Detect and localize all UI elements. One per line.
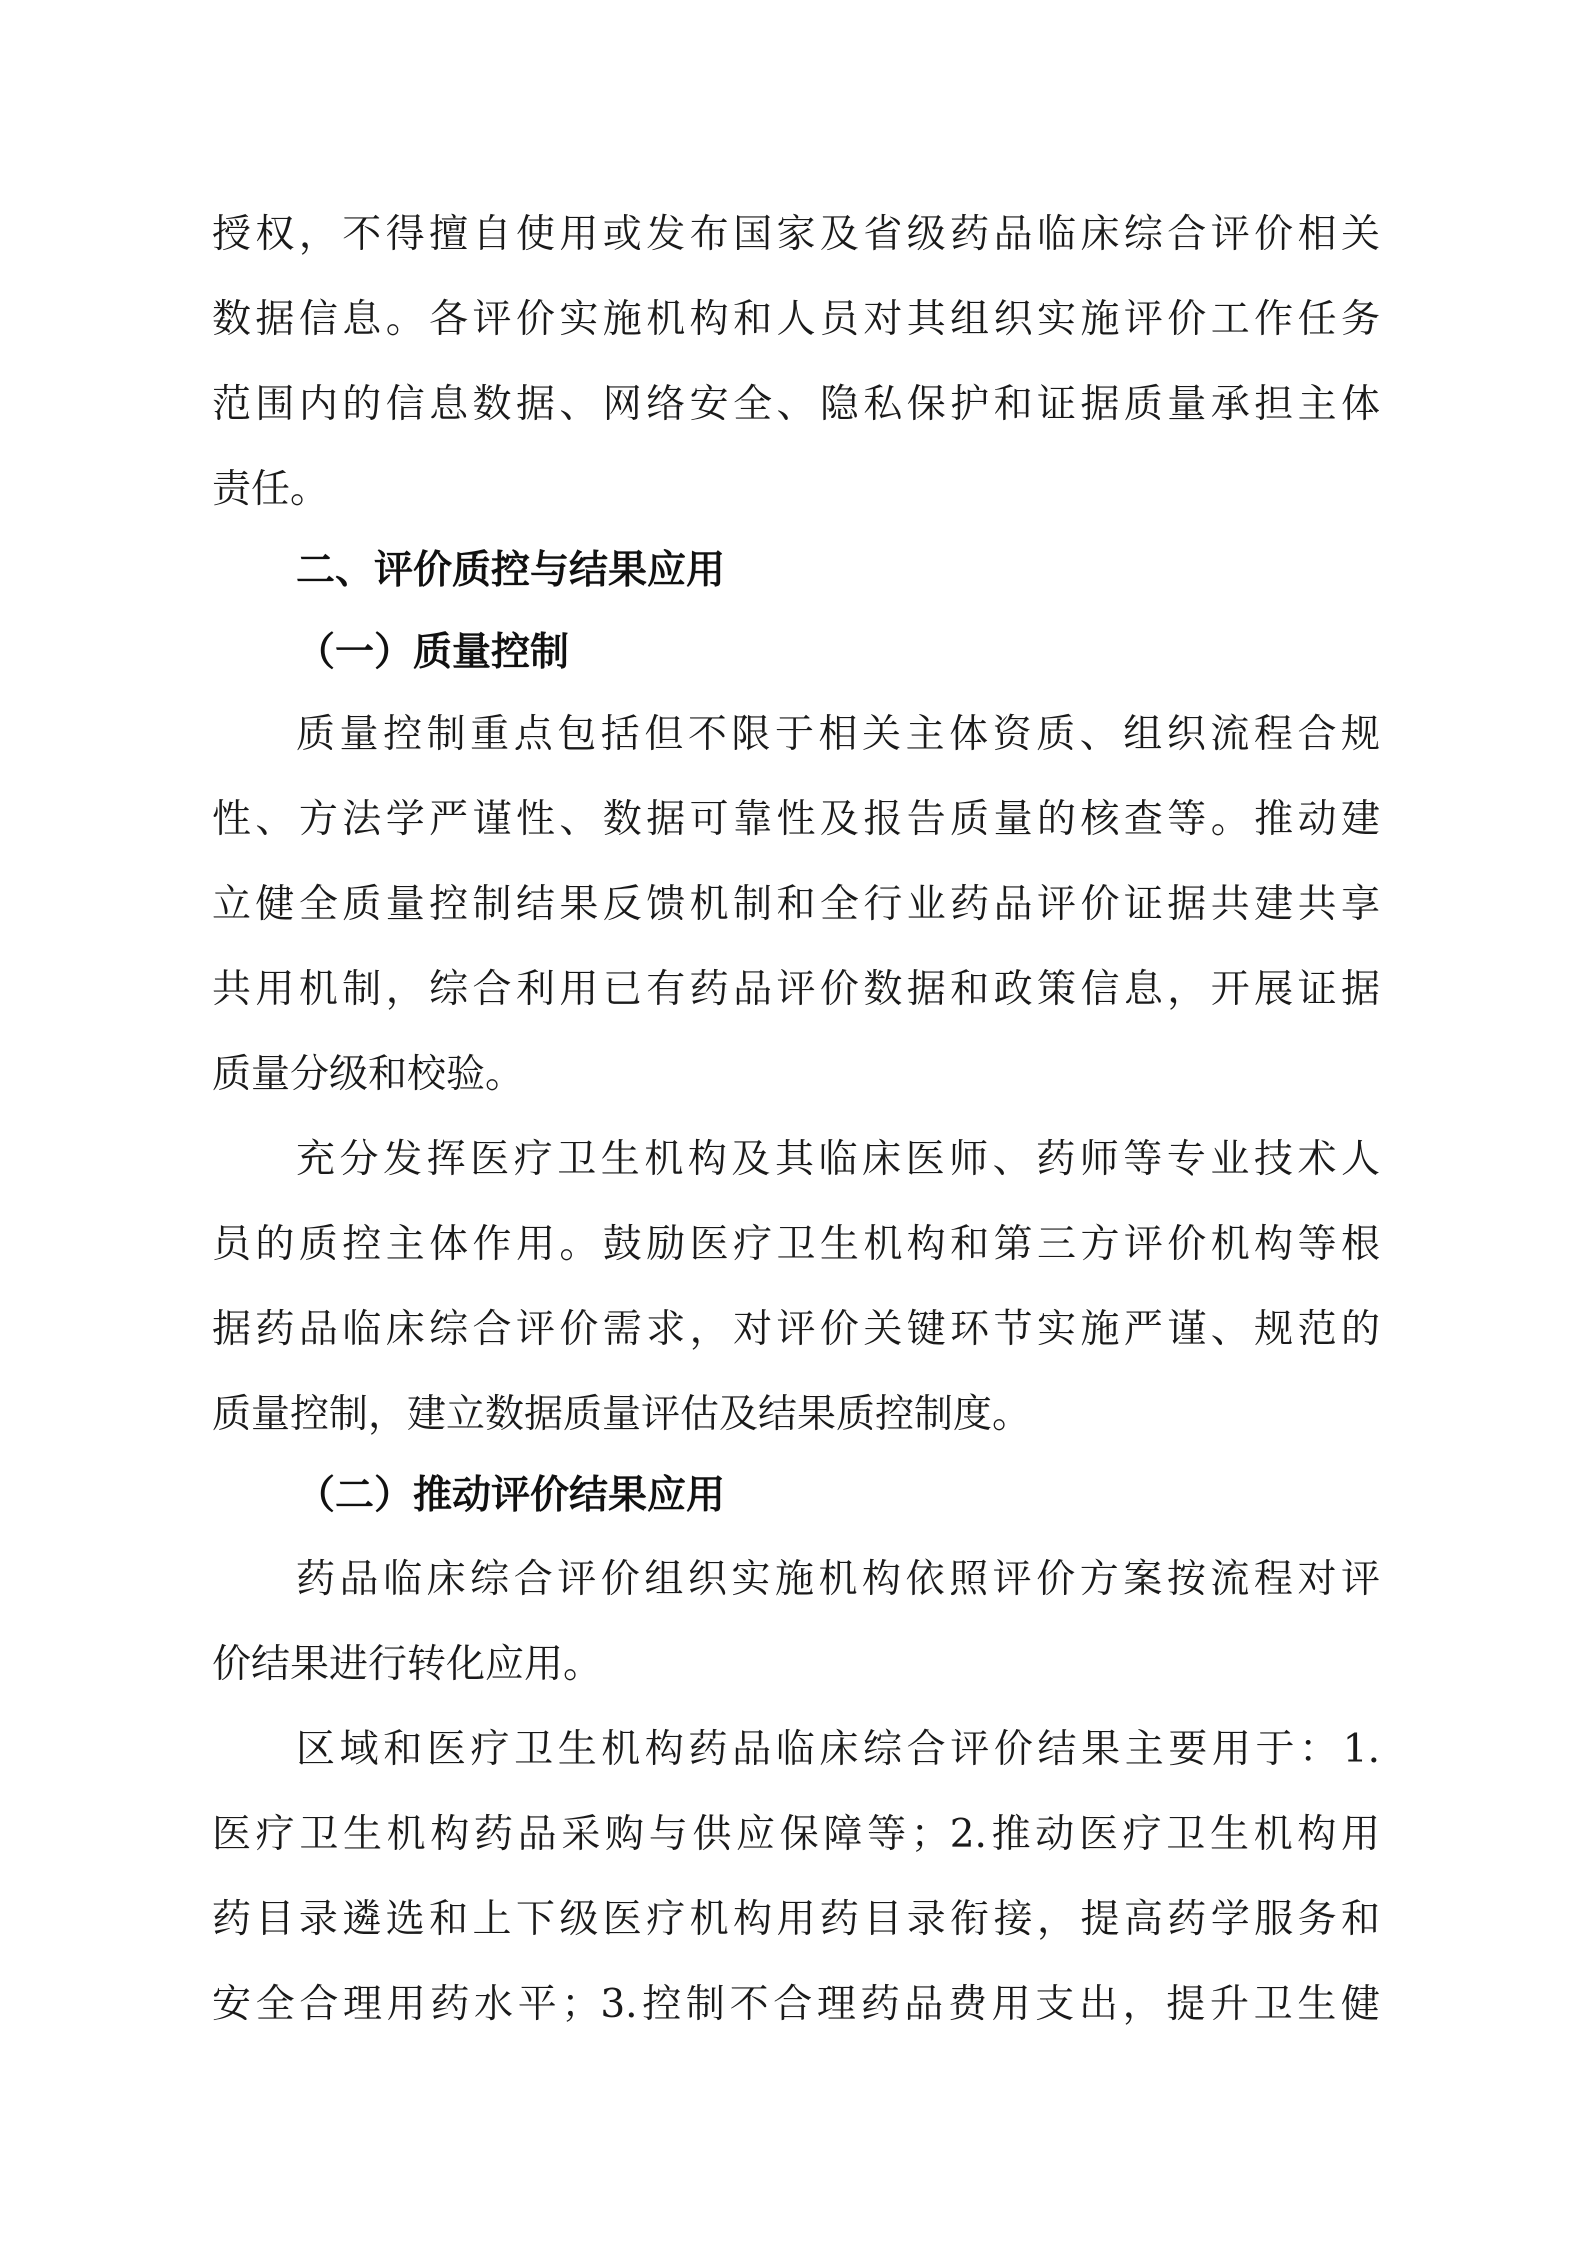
paragraph-line: 数据信息。各评价实施机构和人员对其组织实施评价工作任务 bbox=[212, 297, 1380, 342]
paragraph-line: 共用机制，综合利用已有药品评价数据和政策信息，开展证据 bbox=[212, 967, 1380, 1012]
paragraph-line: 药目录遴选和上下级医疗机构用药目录衔接，提高药学服务和 bbox=[212, 1897, 1380, 1942]
paragraph-line: 医疗卫生机构药品采购与供应保障等；2.推动医疗卫生机构用 bbox=[212, 1812, 1380, 1857]
paragraph-line: 药品临床综合评价组织实施机构依照评价方案按流程对评 bbox=[296, 1557, 1380, 1602]
paragraph-line: 质量控制重点包括但不限于相关主体资质、组织流程合规 bbox=[296, 712, 1380, 757]
subsection-heading: （二）推动评价结果应用 bbox=[296, 1473, 726, 1518]
paragraph-line: 安全合理用药水平；3.控制不合理药品费用支出，提升卫生健 bbox=[212, 1982, 1380, 2027]
paragraph-line: 价结果进行转化应用。 bbox=[212, 1642, 603, 1687]
paragraph-line: 责任。 bbox=[212, 467, 330, 512]
paragraph-line: 质量分级和校验。 bbox=[212, 1052, 525, 1097]
paragraph-line: 范围内的信息数据、网络安全、隐私保护和证据质量承担主体 bbox=[212, 382, 1380, 427]
paragraph-line: 授权，不得擅自使用或发布国家及省级药品临床综合评价相关 bbox=[212, 212, 1380, 257]
subsection-heading: （一）质量控制 bbox=[296, 630, 570, 675]
paragraph-line: 质量控制，建立数据质量评估及结果质控制度。 bbox=[212, 1392, 1032, 1437]
section-heading: 二、评价质控与结果应用 bbox=[296, 548, 726, 593]
paragraph-line: 充分发挥医疗卫生机构及其临床医师、药师等专业技术人 bbox=[296, 1137, 1380, 1182]
paragraph-line: 员的质控主体作用。鼓励医疗卫生机构和第三方评价机构等根 bbox=[212, 1222, 1380, 1267]
paragraph-line: 区域和医疗卫生机构药品临床综合评价结果主要用于：1. bbox=[296, 1727, 1380, 1772]
paragraph-line: 性、方法学严谨性、数据可靠性及报告质量的核查等。推动建 bbox=[212, 797, 1380, 842]
paragraph-line: 立健全质量控制结果反馈机制和全行业药品评价证据共建共享 bbox=[212, 882, 1380, 927]
paragraph-line: 据药品临床综合评价需求，对评价关键环节实施严谨、规范的 bbox=[212, 1307, 1380, 1352]
